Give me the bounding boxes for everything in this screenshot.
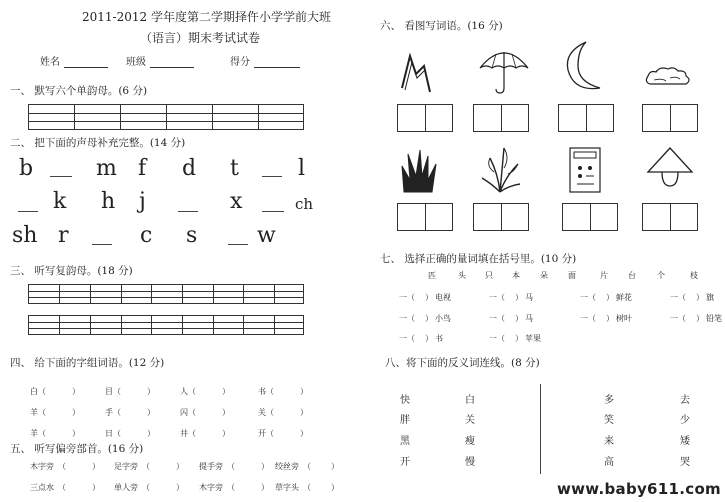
word-item: 羊（ ） <box>30 429 80 438</box>
answer-box[interactable] <box>642 104 698 132</box>
lightning-icon <box>396 48 436 96</box>
antonym-word[interactable]: 黑 <box>400 436 410 447</box>
antonym-word[interactable]: 高 <box>604 457 614 468</box>
consonant: l <box>298 156 306 181</box>
consonant: ch <box>295 195 314 213</box>
answer-box[interactable] <box>473 203 529 231</box>
consonant: b <box>19 156 34 181</box>
measure-item: 一（ ） 鲜花 <box>580 293 632 302</box>
section-1-heading: 一、 默写六个单韵母。(6 分) <box>10 85 148 97</box>
antonym-word[interactable]: 少 <box>680 415 690 426</box>
antonym-word[interactable]: 来 <box>604 436 614 447</box>
word-item: 书（ ） <box>258 387 308 396</box>
exam-title: 2011-2012 学年度第二学期择仵小学学前大班 <box>82 10 331 24</box>
word-item: 闪（ ） <box>180 408 230 417</box>
measure-option: 枝 <box>690 271 698 280</box>
section-3-writing-grid-1 <box>28 284 304 304</box>
moon-icon <box>562 40 604 94</box>
consonant: h <box>101 189 116 214</box>
plant-icon <box>478 144 524 194</box>
measure-item: 一（ ） 小鸟 <box>399 314 451 323</box>
class-label: 班级 <box>126 57 146 68</box>
consonant: k <box>53 189 67 214</box>
word-item: 白（ ） <box>30 387 80 396</box>
word-item: 目（ ） <box>105 387 155 396</box>
radical-item: 提手旁 （ ） <box>199 462 269 471</box>
antonym-word[interactable]: 笑 <box>604 415 614 426</box>
class-field <box>126 53 194 68</box>
measure-item: 一（ ） 旗 <box>670 293 714 302</box>
antonym-word[interactable]: 胖 <box>400 415 410 426</box>
measure-item: 一（ ） 苹果 <box>489 334 541 343</box>
word-item: 开（ ） <box>258 429 308 438</box>
measure-option: 只 <box>485 271 493 280</box>
consonant: s <box>186 223 198 248</box>
word-item: 手（ ） <box>105 408 155 417</box>
answer-box[interactable] <box>473 104 529 132</box>
antonym-word[interactable]: 矮 <box>680 436 690 447</box>
answer-box[interactable] <box>562 203 618 231</box>
word-item: 关（ ） <box>258 408 308 417</box>
calculator-icon <box>566 146 604 194</box>
section-8-heading: 八、将下面的反义词连线。(8 分) <box>385 357 540 369</box>
antonym-word[interactable]: 快 <box>400 395 410 406</box>
antonym-word[interactable]: 白 <box>465 395 475 406</box>
consonant: j <box>139 189 146 214</box>
answer-box[interactable] <box>558 104 614 132</box>
consonant: f <box>138 156 147 181</box>
section-2-heading: 二、 把下面的声母补充完整。(14 分) <box>10 137 186 149</box>
section-4-heading: 四、 给下面的字组词语。(12 分) <box>10 357 165 369</box>
grass-icon <box>398 146 440 194</box>
antonym-word[interactable]: 慢 <box>465 457 475 468</box>
consonant: m <box>96 156 117 181</box>
score-label: 得分 <box>230 57 250 68</box>
measure-item: 一（ ） 马 <box>489 314 533 323</box>
radical-item: 三点水 （ ） <box>30 483 100 492</box>
antonym-word[interactable]: 关 <box>465 415 475 426</box>
measure-option: 头 <box>458 271 466 280</box>
umbrella-icon <box>476 42 532 96</box>
consonant: sh <box>12 223 38 248</box>
measure-item: 一（ ） 树叶 <box>580 314 632 323</box>
radical-item: 木字旁 （ ） <box>199 483 269 492</box>
word-item: 井（ ） <box>180 429 230 438</box>
consonant: x <box>230 189 243 214</box>
measure-option: 匹 <box>428 271 436 280</box>
section-5-heading: 五、 听写偏旁部首。(16 分) <box>10 443 144 455</box>
radical-item: 单人旁 （ ） <box>114 483 184 492</box>
section-1-writing-grid <box>28 104 304 130</box>
cloud-icon <box>644 66 692 88</box>
answer-box[interactable] <box>397 104 453 132</box>
site-watermark: www.baby611.com <box>556 480 721 498</box>
word-item: 日（ ） <box>105 429 155 438</box>
measure-option: 个 <box>657 271 665 280</box>
measure-item: 一（ ） 马 <box>489 293 533 302</box>
radical-item: 草字头 （ ） <box>275 483 339 492</box>
section-7-heading: 七、 选择正确的量词填在括号里。(10 分) <box>380 253 577 265</box>
measure-option: 台 <box>628 271 636 280</box>
measure-option: 片 <box>600 271 608 280</box>
answer-box[interactable] <box>642 203 698 231</box>
section-3-heading: 三、 听写复韵母。(18 分) <box>10 265 133 277</box>
measure-item: 一（ ） 电视 <box>399 293 451 302</box>
section-6-heading: 六、 看图写词语。(16 分) <box>380 20 503 32</box>
consonant: c <box>140 223 153 248</box>
antonym-word[interactable]: 去 <box>680 395 690 406</box>
answer-box[interactable] <box>397 203 453 231</box>
antonym-word[interactable]: 哭 <box>680 457 690 468</box>
name-field <box>40 53 108 68</box>
measure-item: 一（ ） 书 <box>399 334 443 343</box>
score-field <box>230 53 300 68</box>
exam-subtitle: （语言）期末考试试卷 <box>140 31 261 45</box>
radical-item: 足字旁 （ ） <box>114 462 184 471</box>
antonym-word[interactable]: 开 <box>400 457 410 468</box>
radical-item: 木字旁 （ ） <box>30 462 100 471</box>
consonant: t <box>230 156 239 181</box>
lamp-icon <box>644 146 696 194</box>
antonym-word[interactable]: 多 <box>604 395 614 406</box>
word-item: 羊（ ） <box>30 408 80 417</box>
word-item: 人（ ） <box>180 387 230 396</box>
consonant: d <box>182 156 197 181</box>
measure-item: 一（ ） 铅笔 <box>670 314 722 323</box>
radical-item: 绞丝旁 （ ） <box>275 462 339 471</box>
divider <box>540 384 541 474</box>
consonant: r <box>58 223 69 248</box>
section-3-writing-grid-2 <box>28 315 304 335</box>
measure-option: 本 <box>512 271 520 280</box>
name-label: 姓名 <box>40 57 60 68</box>
measure-option: 面 <box>568 271 576 280</box>
measure-option: 朵 <box>540 271 548 280</box>
antonym-word[interactable]: 瘦 <box>465 436 475 447</box>
consonant: w <box>257 223 276 248</box>
